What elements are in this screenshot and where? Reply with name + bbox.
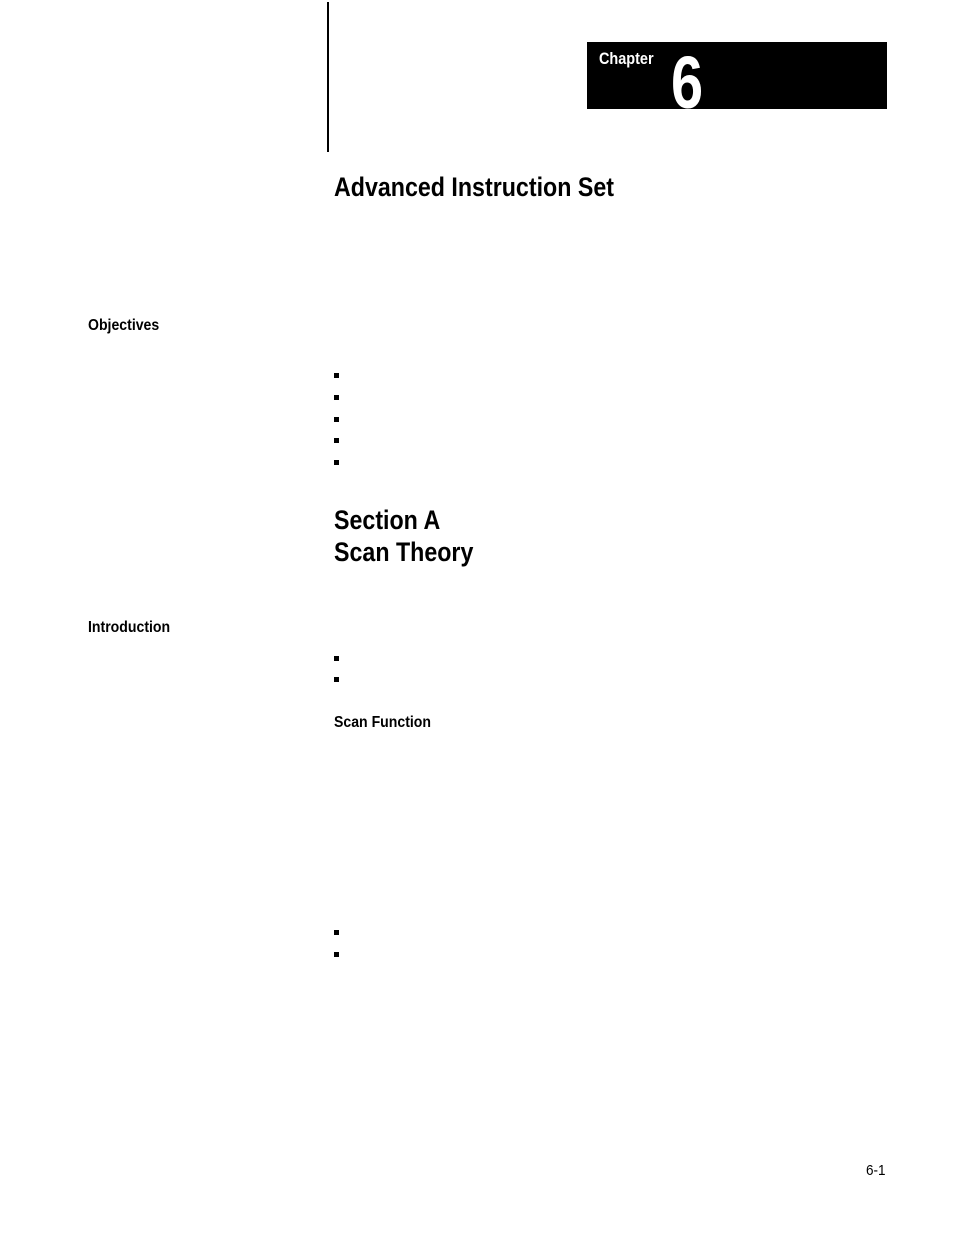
chapter-label: Chapter	[599, 49, 654, 68]
introduction-bullet-2	[334, 677, 339, 682]
section-heading-line2: Scan Theory	[334, 537, 474, 567]
chapter-number: 6	[671, 42, 704, 109]
introduction-heading: Introduction	[88, 619, 171, 636]
page-number: 6-1	[866, 1162, 886, 1179]
objectives-heading: Objectives	[88, 317, 160, 334]
scan-function-bullet-1	[334, 930, 339, 935]
objectives-bullet-3	[334, 417, 339, 422]
chapter-banner	[587, 42, 887, 109]
objectives-bullet-5	[334, 460, 339, 465]
section-heading-line1: Section A	[334, 505, 441, 535]
introduction-bullet-1	[334, 656, 339, 661]
objectives-bullet-1	[334, 373, 339, 378]
vertical-rule	[327, 2, 329, 152]
page-title: Advanced Instruction Set	[334, 172, 614, 202]
section-heading	[334, 504, 473, 568]
scan-function-heading: Scan Function	[334, 714, 432, 731]
scan-function-bullet-2	[334, 952, 339, 957]
objectives-bullet-2	[334, 395, 339, 400]
objectives-bullet-4	[334, 438, 339, 443]
